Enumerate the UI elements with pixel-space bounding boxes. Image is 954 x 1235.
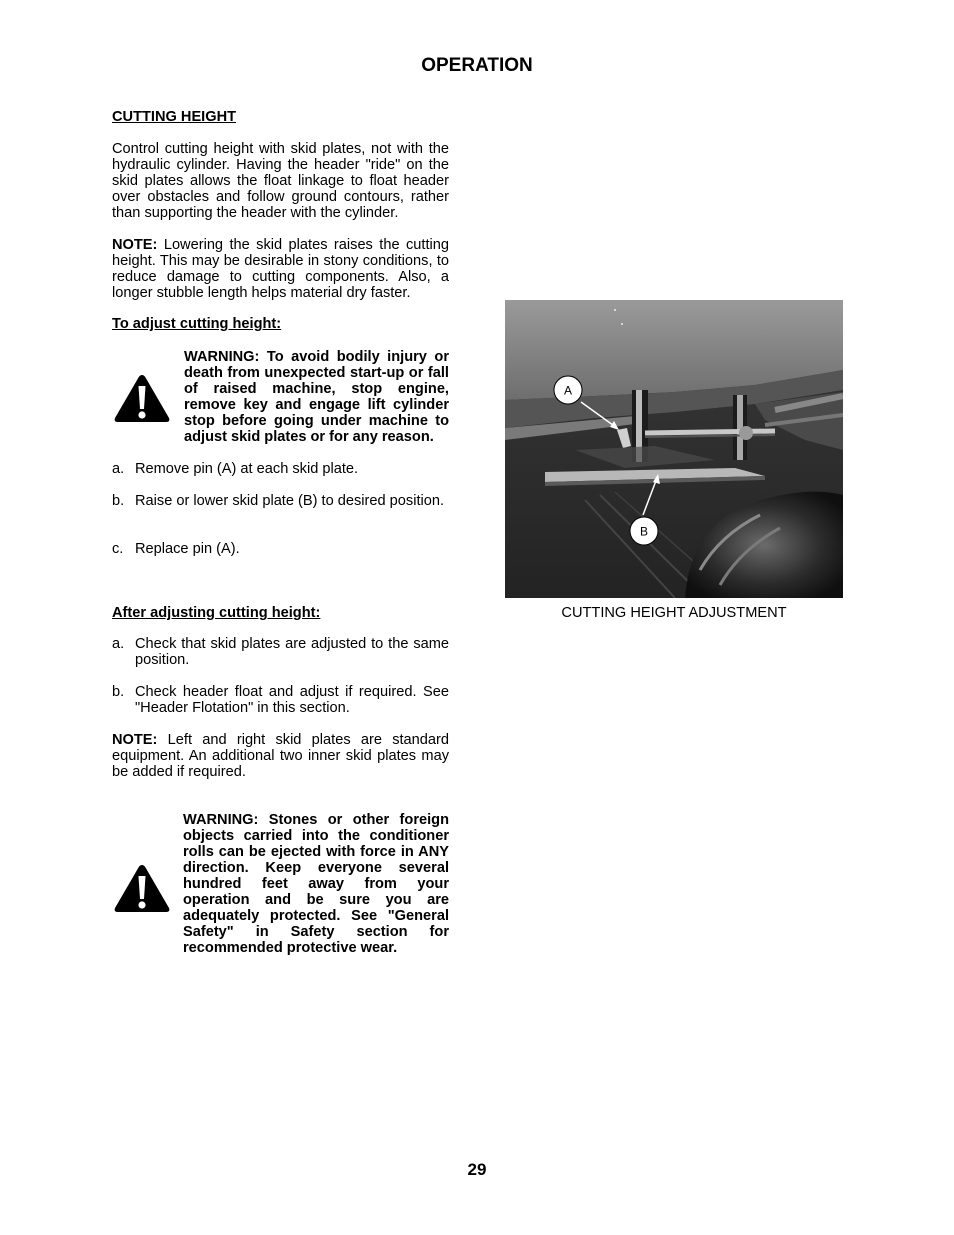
- warning-text-2: WARNING: Stones or other foreign objects carried into the conditioner rolls can be ejected with force in ANY direction. Keep everyone several hundred feet away from your operation and be sure you are adequately protected. See "General Safety" in Safety section for recommended protective wear.: [183, 812, 449, 956]
- adjust-heading: To adjust cutting height:: [112, 316, 282, 332]
- note-paragraph-1: [112, 237, 449, 301]
- note-paragraph-2: [112, 732, 449, 780]
- step-label: a.: [112, 636, 125, 652]
- note-text: Left and right skid plates are standard equipment. An additional two inner skid plates may be added if required.: [112, 732, 449, 780]
- figure-caption: CUTTING HEIGHT ADJUSTMENT: [561, 605, 787, 621]
- step-text: Remove pin (A) at each skid plate.: [135, 461, 359, 477]
- step-text: Check that skid plates are adjusted to the same position.: [135, 636, 449, 668]
- step-label: a.: [112, 461, 125, 477]
- warning-triangle-icon: [113, 373, 171, 424]
- adjust-step-c: [112, 541, 449, 557]
- note-text: Lowering the skid plates raises the cutting height. This may be desirable in stony conditions, to reduce damage to cutting components. Also, a longer stubble length helps material dry faster.: [112, 237, 449, 301]
- intro-paragraph: Control cutting height with skid plates, not with the hydraulic cylinder. Having the header "ride" on the skid plates allows the float linkage to float header over obstacles and follow ground contours, rather than supporting the header with the cylinder.: [112, 141, 449, 221]
- callout-a-label: A: [563, 383, 573, 398]
- warning-triangle-icon: [113, 863, 171, 914]
- page-number: 29: [467, 1160, 487, 1179]
- adjust-step-b: [112, 493, 449, 509]
- callout-b-label: B: [639, 524, 649, 539]
- step-label: b.: [112, 493, 125, 509]
- step-text: Replace pin (A).: [135, 541, 240, 557]
- note-label: NOTE:: [112, 732, 158, 748]
- step-label: b.: [112, 684, 125, 700]
- section-title: CUTTING HEIGHT: [112, 109, 237, 125]
- after-step-b: [112, 684, 449, 716]
- warning-text-1: WARNING: To avoid bodily injury or death from unexpected start-up or fall of raised machine, stop engine, remove key and engage lift cylinder stop before going under machine to adjust skid plates or for any reason.: [184, 349, 449, 445]
- step-label: c.: [112, 541, 124, 557]
- after-heading: After adjusting cutting height:: [112, 605, 321, 621]
- note-label: NOTE:: [112, 237, 158, 253]
- skid-plate-photo: [505, 300, 843, 598]
- page-header: OPERATION: [421, 55, 533, 76]
- adjust-step-a: [112, 461, 449, 477]
- step-text: Raise or lower skid plate (B) to desired position.: [135, 493, 445, 509]
- step-text: Check header float and adjust if required. See "Header Flotation" in this section.: [135, 684, 449, 716]
- after-step-a: [112, 636, 449, 668]
